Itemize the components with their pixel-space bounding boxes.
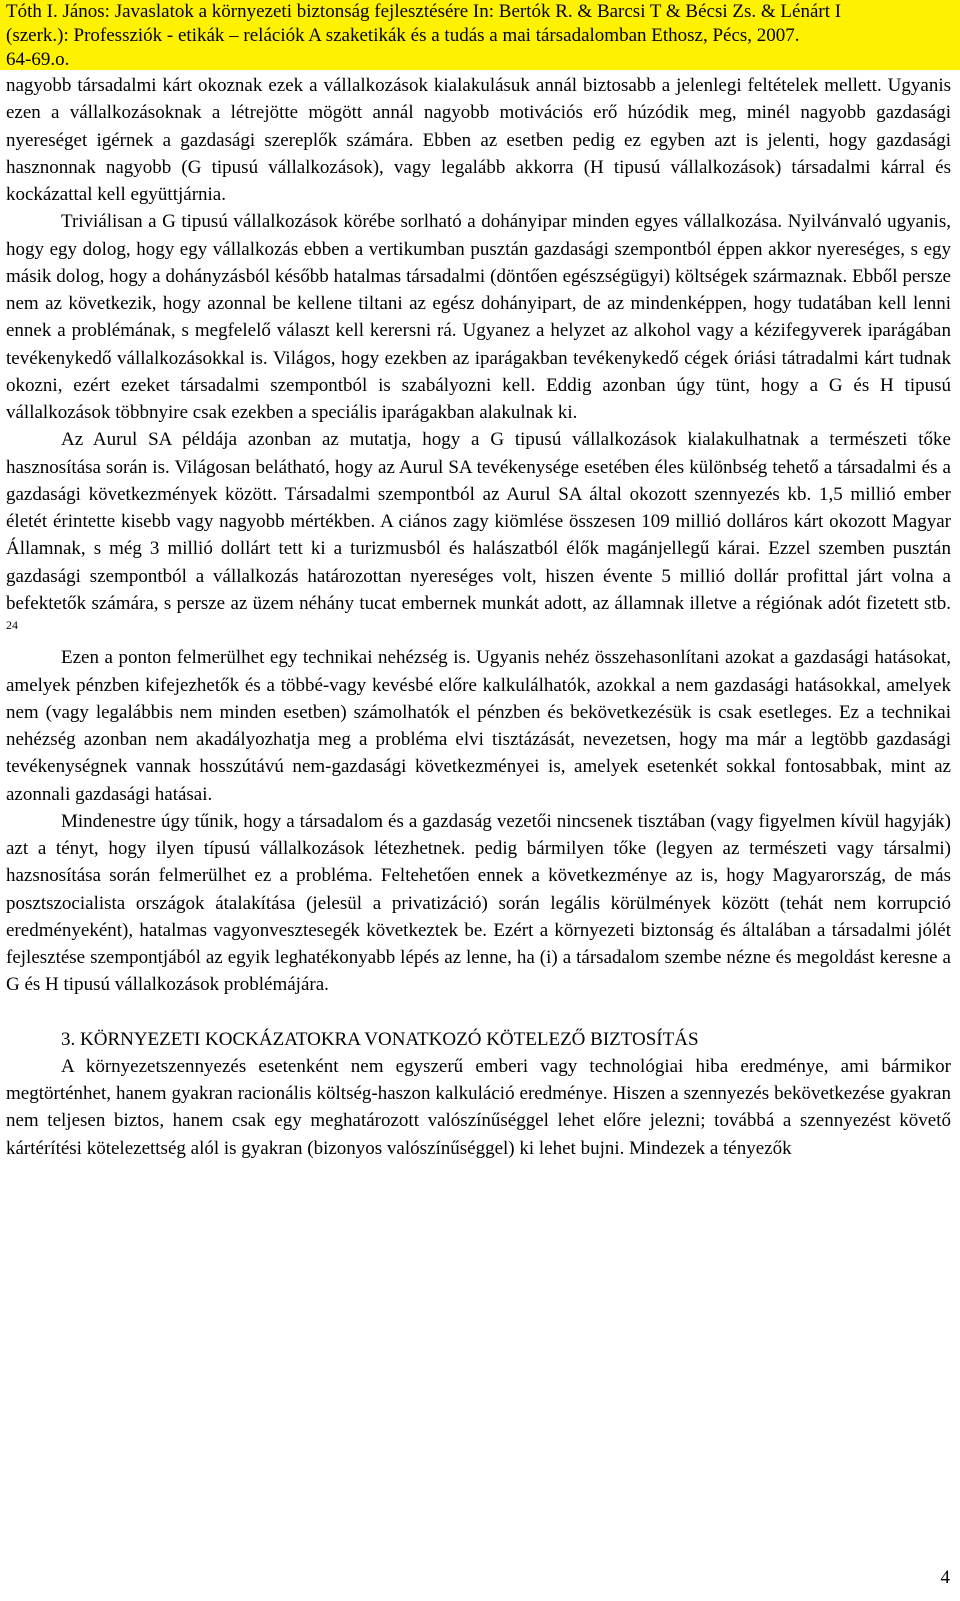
section-heading: 3. KÖRNYEZETI KOCKÁZATOKRA VONATKOZÓ KÖTELEZŐ BIZTOSÍTÁS bbox=[61, 1028, 699, 1050]
section-spacer bbox=[6, 999, 951, 1026]
page-number: 4 bbox=[940, 1567, 950, 1588]
citation-line-1: Tóth I. János: Javaslatok a környezeti biztonság fejlesztésére In: Bertók R. & Barcsi T & Bécsi Zs. & Lénárt I bbox=[6, 1, 842, 22]
footnote-reference[interactable]: 24 bbox=[6, 618, 18, 632]
paragraph-5: Mindenestre úgy tűnik, hogy a társadalom és a gazdaság vezetői nincsenek tisztában (vagy figyelmen kívül hagyják) azt a tényt, hogy ilyen típusú vállalkozások létezhetnek. pedig bármilyen tőke (legyen az természeti vagy társalmi) hazsnosítása során felmerülhet ez a probléma. Feltehetően ennek a következménye az is, hogy Magyarország, de más posztszocialista országok átalakítása (jelesül a privatizáció) során legális körülmények között (tehát nem korrupció eredményeként), hatalmas vagyonvesztesegék következtek be. Ezért a környezeti biztonság és általában a társadalmi jólét fejlesztése szempontjából az egyik leghatékonyabb lépés az lenne, ha (i) a társadalom szembe nézne és megoldást keresne a G és H tipusú vállalkozások problémájára. bbox=[6, 810, 951, 996]
paragraph-3-text: Az Aurul SA példája azonban az mutatja, hogy a G tipusú vállalkozások kialakulhatnak a természeti tőke hasznosítása során is. Világosan belátható, hogy az Aurul SA tevékenysége esetében éles különbség tehető a társadalmi és a gazdasági következmények között. Társadalmi szempontból az Aurul SA által okozott szennyezés kb. 1,5 millió ember életét érintette kisebb vagy nagyobb mértékben. A ciános zagy kiömlése összesen 109 millió dolláros kárt okozott Magyar Államnak, s még 3 millió dollárt tett ki a turizmusból és halászatból élők magánjellegű kárai. Ezzel szemben pusztán gazdasági szempontból a vállalkozás határozottan nyereséges volt, hiszen évente 5 millió dollár profittal járt volna a befektetők számára, s persze az üzem néhány tucat embernek munkát adott, az államnak illetve a régiónak adót fizetett stb. bbox=[6, 429, 951, 614]
paragraph-1: nagyobb társadalmi kárt okoznak ezek a vállalkozások kialakulásuk annál biztosabb a jelenlegi feltételek mellett. Ugyanis ezen a vállalkozásoknak a létrejötte mögött annál nagyobb motivációs erő húzódik meg, minél nagyobb gazdasági nyereséget igérnek a gazdasági szereplők számára. Ebben az esetben pedig ez egyben azt is jelenti, hogy gazdasági hasznonnak nagyobb (G tipusú vállalkozások), vagy legalább akkorra (H tipusú vállalkozások) társadalmi kárral és kockázattal kell együttjárnia. bbox=[6, 75, 951, 205]
paragraph-2: Triviálisan a G tipusú vállalkozások körébe sorlható a dohányipar minden egyes vállalkozása. Nyilvánvaló ugyanis, hogy egy dolog, hogy egy vállalkozás ebben a vertikumban pusztán gazdasági szempontból éppen akkor nyereséges, s egy másik dolog, hogy a dohányzásból később hatalmas társadalmi (döntően egészségügyi) költségek származnak. Ebből persze nem az következik, hogy azonnal be kellene tiltani az egész dohányipart, de az mindenképpen, hogy tudatában kell lenni ennek a problémának, s megfelelő választ kell kerersni rá. Ugyanez a helyzet az alkohol vagy a kézifegyverek iparágában tevékenykedő vállalkozásokkal is. Világos, hogy ezekben az iparágakban tevékenykedő cégek óriási tátradalmi kárt tudnak okozni, ezért ezeket társadalmi szempontból is szabályozni kell. Eddig azonban úgy tünt, hogy a G és H tipusú vállalkozások többnyire csak ezekben a speciális iparágakban alakulnak ki. bbox=[6, 211, 951, 423]
paragraph-3 bbox=[6, 426, 951, 644]
paragraph-6: A környezetszennyezés esetenként nem egyszerű emberi vagy technológiai hiba eredménye, ami bármikor megtörténhet, hanem gyakran racionális költség-haszon kalkuláció eredménye. Hiszen a szennyezés bekövetkezése gyakran nem teljesen biztos, hanem csak egy meghatározott valószínűséggel lehet előre jelezni; továbbá a szennyezést követő kártérítési kötelezettség alól is gyakran (bizonyos valószínűséggel) ki lehet bujni. Mindezek a tényezők bbox=[6, 1055, 951, 1159]
paragraph-4: Ezen a ponton felmerülhet egy technikai nehézség is. Ugyanis nehéz összehasonlítani azokat a gazdasági hatásokat, amelyek pénzben kifejezhetők és a többé-vagy kevésbé előre kalkulálhatók, azokkal a nem gazdasági hatásokkal, amelyek nem (vagy legalábbis nem minden esetben) számolhatók el pénzben és bekövetkezésük is csak esetleges. Ez a technikai nehézség azonban nem akadályozhatja meg a probléma elvi tisztázását, nevezetsen, hogy ma már a legtöbb gazdasági tevékenységnek vannak hosszútávú nem-gazdasági következményei is, amelyek esetenkét sokkal fontosabbak, mint az azonnali gazdasági hatásai. bbox=[6, 647, 951, 805]
document-body bbox=[6, 72, 951, 1162]
citation-line-2: (szerk.): Professziók - etikák – relációk A szaketikák és a tudás a mai társadalomban Ethosz, Pécs, 2007. bbox=[6, 25, 800, 46]
citation-line-3: 64-69.o. bbox=[6, 49, 70, 70]
citation-header bbox=[6, 0, 951, 72]
